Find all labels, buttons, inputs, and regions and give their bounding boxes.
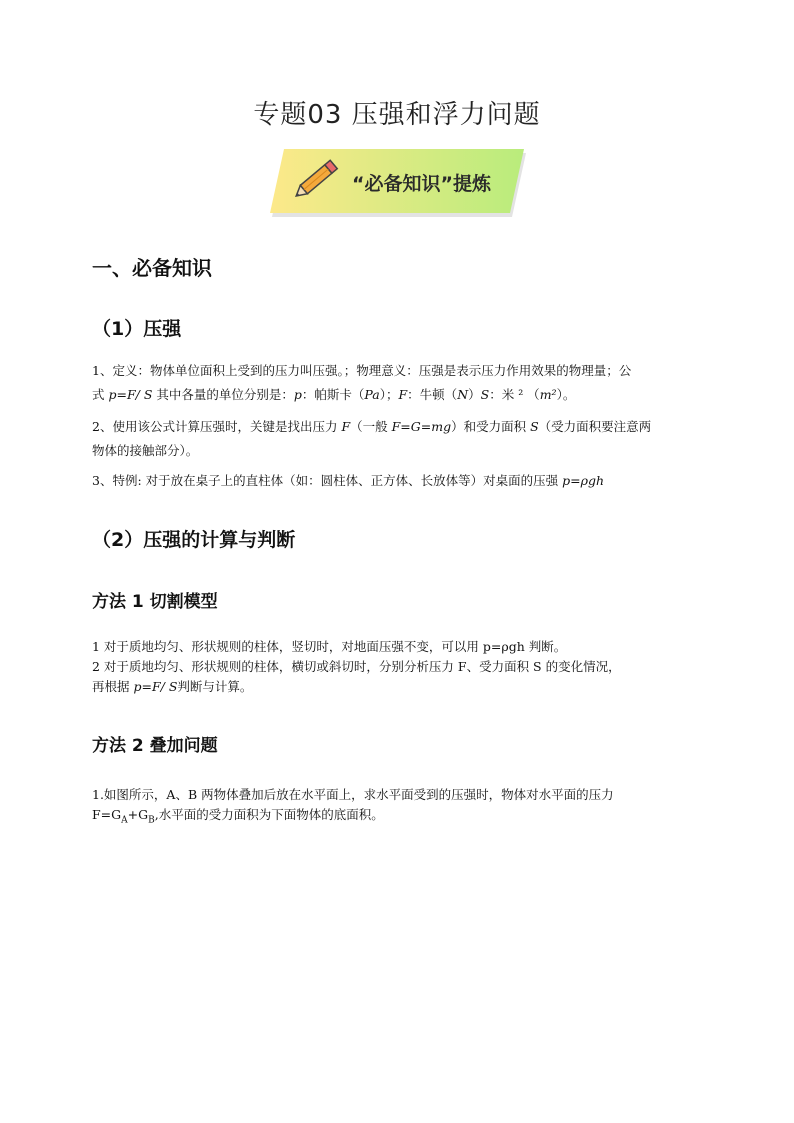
- banner-label: “必备知识”提炼: [352, 173, 491, 195]
- paragraph-usage: 2、使用该公式计算压强时，关键是找出压力 F（一般 F=G=mg）和受力面积 S（受力面积要注意两 物体的接触部分）。: [92, 419, 652, 458]
- document-title: 专题03 压强和浮力问题: [253, 100, 541, 130]
- paragraph-stacking: 1.如图所示，A、B 两物体叠加后放在水平面上，求水平面受到的压强时，物体对水平面的压力 $F=G_A+G_B$,水平面的受力面积为下面物体的底面积。: [92, 787, 614, 826]
- knowledge-banner: [270, 149, 526, 217]
- paragraph-cutting-model: 1 对于质地均匀、形状规则的柱体，竖切时，对地面压强不变，可以用 p=ρgh 判断。 2 对于质地均匀、形状规则的柱体，横切或斜切时，分别分析压力 F、受力面积 S 的变化情况， 再根据 p=F/ S判断与计算。: [92, 639, 621, 694]
- paragraph-special-case: 3、特例: 对于放在桌子上的直柱体（如：圆柱体、正方体、长放体等）对桌面的压强 p=ρgh: [92, 473, 605, 488]
- subsection-heading-calculation: （2）压强的计算与判断: [92, 529, 296, 551]
- subsection-heading-pressure: （1）压强: [92, 318, 182, 340]
- method-heading-cutting-model: 方法 1 切割模型: [92, 592, 218, 612]
- section-heading-required-knowledge: 一、必备知识: [92, 256, 212, 280]
- method-heading-stacking: 方法 2 叠加问题: [92, 736, 218, 756]
- paragraph-definition: 1、定义：物体单位面积上受到的压力叫压强。；物理意义：压强是表示压力作用效果的物理量；公 式 p=F/ S 其中各量的单位分别是：p：帕斯卡（Pa）；F：牛顿（N）S：米 ² （m²）。: [92, 363, 632, 402]
